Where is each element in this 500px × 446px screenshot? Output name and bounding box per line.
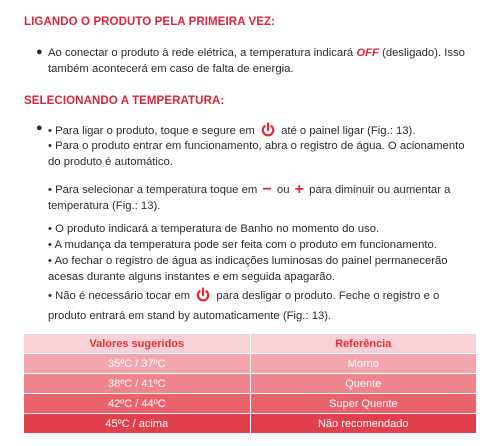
first-use-paragraph [48,46,478,77]
text-fragment: ou [273,184,293,196]
text-fragment: Ao conectar o produto à rede elétrica, a temperatura indicará [48,47,357,59]
power-icon [195,287,211,309]
text-fragment: • Não é necessário tocar em [48,290,194,302]
table-row [24,374,476,394]
text-fragment: • Para ligar o produto, toque e segure em [48,125,258,137]
bullet-dot: ● [36,122,43,134]
cell-value: 42ºC / 44ºC [24,394,250,414]
text-fragment: • Para selecionar a temperatura toque em [48,184,261,196]
table-row [24,354,476,374]
bullet-dot: ● [36,46,43,58]
paragraph-select-temperature [48,183,478,214]
cell-reference: Não recomendado [250,414,476,434]
text-fragment: (desligado). Isso também acontecerá em caso de falta de energia. [48,47,465,75]
paragraph-bath-temperature: • O produto indicará a temperatura de Banho no momento do uso. [48,223,380,235]
plus-icon: + [294,181,304,198]
cell-reference: Morno [250,354,476,374]
paragraph-standby [48,287,478,324]
cell-value: 38ºC / 41ºC [24,374,250,394]
table-row [24,414,476,434]
temperature-table [24,334,476,434]
cell-reference: Quente [250,374,476,394]
cell-value: 35ºC / 37ºC [24,354,250,374]
section-heading-first-use: LIGANDO O PRODUTO PELA PRIMEIRA VEZ: [24,16,276,28]
text-fragment: até o painel ligar (Fig.: 13). [277,125,416,137]
cell-value: 45ºC / acima [24,414,250,434]
cell-reference: Super Quente [250,394,476,414]
text-fragment: para desligar o produto. Feche o registro e o produto entrará em stand by automaticamente (Fig.: 13). [48,290,440,322]
section-heading-temperature: SELECIONANDO A TEMPERATURA: [24,95,225,107]
text-fragment: para diminuir ou aumentar a temperatura (Fig.: 13). [48,184,451,212]
table-header-row [24,334,476,354]
table-row [24,394,476,414]
off-label: OFF [356,47,379,59]
paragraph-close-water: • Ao fechar o registro de água as indicações luminosas do painel permanecerão acesas durante alguns instantes e em seguida apagarão. [48,255,448,283]
paragraph-open-water: • Para o produto entrar em funcionamento, abra o registro de água. O acionamento do produto é automático. [48,140,465,168]
header-suggested-values: Valores sugeridos [24,334,250,354]
minus-icon: − [262,181,272,198]
header-reference: Referência [250,334,476,354]
paragraph-change-temperature: • A mudança da temperatura pode ser feita com o produto em funcionamento. [48,239,437,251]
